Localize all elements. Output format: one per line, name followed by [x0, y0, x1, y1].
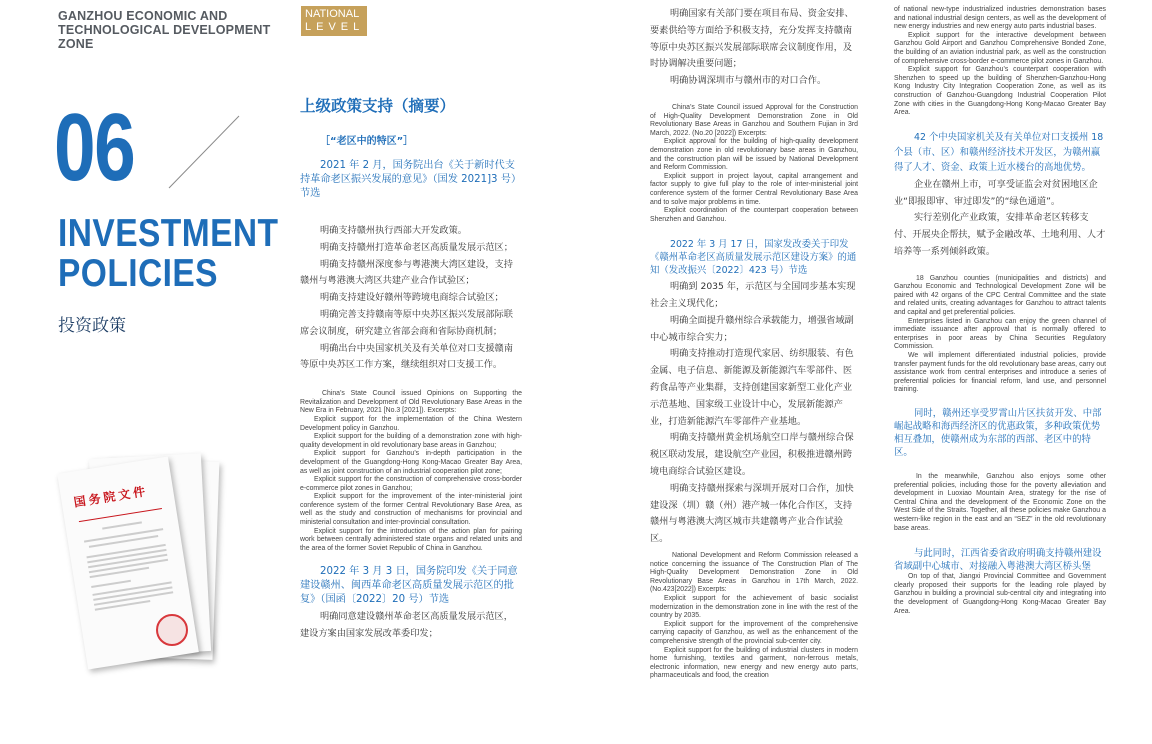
chapter-title [58, 214, 278, 294]
column-2 [300, 96, 522, 643]
chapter-title-chinese: 投资政策 [58, 316, 126, 336]
list-item: 明确同意建设赣州革命老区高质量发展示范区，建设方案由国家发展改革委印发； [300, 611, 513, 640]
zone-title-line2: TECHNOLOGICAL DEVELOPMENT ZONE [58, 23, 271, 51]
highlight-preferential-policies: 同时，赣州还享受罗霄山片区扶贫开发、中部崛起战略和海西经济区的优惠政策，多种政策优势相互叠加，使赣州成为东部的西部、老区中的特区。 [894, 408, 1102, 459]
column-3 [650, 6, 858, 681]
chapter-number: 06 [54, 94, 135, 201]
en-paragraph: Explicit support for the building of a demonstration zone with high-quality development in old revolutionary base areas in Ganzhou; [300, 433, 522, 449]
en-paragraph: In the meanwhile, Ganzhou also enjoys some other preferential policies, including those for the poverty alleviation and development in Luoxiao Mountain Area, strategy for the rise of Central China and the development of the Economic Zone on the West Side of the Straits. Together, all these policies make Ganzhou a western-like region in the east and an “SEZ” in the old revolutionary base areas. [894, 473, 1106, 532]
notice-2022-march-17-english [650, 552, 858, 681]
list-item: 明确支持赣州执行西部大开发政策。 [320, 225, 467, 236]
en-paragraph: Enterprises listed in Ganzhou can enjoy the green channel of immediate issuance after approval that is normally offered to enterprises in poor areas by China Securities Regulatory Commission. [894, 317, 1106, 351]
en-paragraph: China’s State Council issued Approval for the Construction of High-Quality Development Demonstration Zone in Old Revolutionary Base Areas in Ganzhou and Southern Fujian in 3rd March, 2022. (No.20 [2022]) Excerpts: [650, 103, 858, 137]
badge-line2: LEVEL [305, 21, 365, 33]
chapter-title-line1: INVESTMENT [58, 212, 279, 255]
en-paragraph: Explicit support for Ganzhou’s counterpart cooperation with Shenzhen to speed up the building of Shenzhen-Ganzhou-Hong Kong Industry City Integration Cooperation Zone, as well as its construction of Ganzhou-Guangdong Industrial Cooperation Pilot Zone with cities in the Guangdong-Hong Kong-Macao Greater Bay Area. [894, 66, 1106, 117]
list-item: 明确完善支持赣南等原中央苏区振兴发展部际联席会议制度，研究建立省部会商和省际协商机制； [300, 308, 513, 337]
en-paragraph: Explicit support for the building of industrial clusters in modern home furnishing, textiles and garment, non-ferrous metals, electronic information, new energy and new energy auto parts, pharmaceuticals and food, the creation [650, 646, 858, 680]
policy-items [894, 177, 1106, 261]
diagonal-divider [165, 112, 245, 192]
en-paragraph: On top of that, Jiangxi Provincial Committee and Government clearly proposed their supports for the leading role played by Ganzhou in building a provincial sub-central city and integrating into the development of Guangdong-Hong Kong-Macao Greater Bay Area. [894, 573, 1106, 615]
list-item: 明确到 2035 年，示范区与全国同步基本实现社会主义现代化； [650, 281, 856, 310]
en-paragraph: Explicit coordination of the counterpart cooperation between Shenzhen and Ganzhou. [650, 207, 858, 223]
provincial-english [894, 573, 1106, 616]
state-council-document-illustration [60, 450, 240, 680]
continued-english [894, 6, 1106, 118]
document-red-rule [79, 508, 162, 522]
national-level-badge [301, 6, 367, 36]
en-paragraph: Explicit support for the introduction of the action plan for pairing work between centrally administered state organs and related units and the area of the former Soviet Republic of China in Ganzhou. [300, 527, 522, 552]
list-item: 明确全面提升赣州综合承载能力，增强省域副中心城市综合实力； [650, 314, 854, 343]
notice-2022-march-17-items [650, 279, 858, 548]
list-item: 明确支持赣州深度参与粤港澳大湾区建设，支持赣州与粤港澳大湾区共建产业合作试验区； [300, 258, 513, 287]
list-item: 明确支持赣州探索与深圳开展对口合作，加快建设深（圳）赣（州）港产城一体化合作区，支持赣州与粤港澳大湾区城市共建赣粤产业合作试验区。 [650, 482, 854, 545]
list-item: 明确协调深圳市与赣州市的对口合作。 [670, 75, 827, 87]
official-seal-icon [156, 614, 188, 646]
list-item: 明确支持建设好赣州等跨境电商综合试验区； [320, 292, 504, 304]
en-paragraph: Explicit support for the improvement of the inter-ministerial joint conference system of the former Central Revolutionary Base Area, as well as the study and construction of mechanisms for provincial and ministerial consultation and inter-provincial consultation. [300, 493, 522, 527]
en-paragraph: National Development and Reform Commission released a notice concerning the issuance of The Construction Plan of The High-Quality Development Demonstration Zone in Old Revolutionary Base Areas in Ganzhou in 17th March, 2022. (No.423[2022]) Excerpts: [650, 552, 858, 594]
list-item: 明确出台中央国家机关及有关单位对口支援赣南等原中央苏区工作方案，继续组织对口支援工作。 [300, 342, 513, 371]
en-paragraph: We will implement differentiated industrial policies, provide transfer payment funds for the old revolutionary base areas, carry out assistance work from central enterprises and introduce a series of preferential policies for financial reform, land use, and personnel training. [894, 352, 1106, 394]
preferential-english [894, 473, 1106, 533]
en-paragraph: of national new-type industrialized industries demonstration bases and national industrial design centers, as well as the development of new energy industries and new energy auto parts industrial bases. [894, 6, 1106, 31]
en-paragraph: Explicit support for the construction of comprehensive cross-border e-commerce pilot zones in Ganzhou; [300, 476, 522, 492]
en-paragraph: Explicit approval for the building of high-quality development demonstration zone in old revolutionary base areas in Ganzhou, and the construction plan will be issued by National Development and Reform Commission. [650, 138, 858, 172]
en-paragraph: Explicit support for the interactive development between Ganzhou Gold Airport and Ganzhou Comprehensive Bonded Zone, the building of an aviation industrial park, as well as the construction of comprehensive cross-border e-commerce pilot zones in Ganzhou. [894, 31, 1106, 65]
list-item: 实行差别化产业政策，安排革命老区转移支付、开展央企帮扶，赋予金融改革、土地利用、人才培养等一系列倾斜政策。 [894, 212, 1106, 257]
column-4 [894, 6, 1106, 616]
chapter-title-line2: POLICIES [58, 252, 219, 295]
notice-2021-items [300, 223, 522, 374]
section-subtitle: ［“老区中的特区”］ [320, 136, 414, 147]
zone-title [58, 9, 298, 51]
en-paragraph: 18 Ganzhou counties (municipalities and districts) and Ganzhou Economic and Technological Development Zone will be paired with 42 organs of the CPC Central Committee and the state and related units, creating advantages for Ganzhou to attract talents and capital and get preferential policies. [894, 274, 1106, 317]
list-item: 明确国家有关部门要在项目布局、资金安排、要素供给等方面给予积极支持，充分发挥支持赣南等原中央苏区振兴发展部际联席会议制度作用，及时协调解决重要问题； [650, 8, 854, 70]
notice-2022-english [650, 104, 858, 224]
notice-2021: 2021 年 2 月，国务院出台《关于新时代支持革命老区振兴发展的意见》（国发 2021]3 号）节选 [300, 160, 522, 199]
notice-2022-march-17: 2022 年 3 月 17 日，国家发改委关于印发《赣州革命老区高质量发展示范区建设方案》的通知（发改振兴〔2022〕423 号）节选 [650, 239, 857, 277]
highlight-provincial-support: 与此同时，江西省委省政府明确支持赣州建设省域副中心城市、对接融入粤港澳大湾区桥头堡 [894, 548, 1102, 573]
en-paragraph: China’s State Council issued Opinions on Supporting the Revitalization and Development of Old Revolutionary Base Areas in the New Era in February, 2021 [No.3 [2021]). Excerpts: [300, 390, 522, 415]
zone-title-line1: GANZHOU ECONOMIC AND [58, 9, 228, 23]
badge-line1: NATIONAL [305, 8, 360, 20]
policy-english [894, 275, 1106, 395]
en-paragraph: Explicit support for the implementation of the China Western Development policy in Ganzhou. [300, 415, 522, 432]
notice-2021-english [300, 390, 522, 553]
en-paragraph: Explicit support for the achievement of basic socialist modernization in the demonstration zone in line with the rest of the country by 2035. [650, 595, 858, 620]
list-item: 明确支持赣州打造革命老区高质量发展示范区； [320, 241, 513, 253]
list-item: 明确支持推动打造现代家居、纺织服装、有色金属、电子信息、新能源及新能源汽车零部件、医药食品等产业集群，支持创建国家新型工业化产业示范基地、国家级工业设计中心，发展新能源产业，打造新能源汽车零部件产业基地。 [650, 348, 854, 427]
en-paragraph: Explicit support in project layout, capital arrangement and factor supply to give full play to the role of inter-ministerial joint conference system of the former Central Revolutionary Base Area and to solve major problems in time. [650, 172, 858, 206]
highlight-counterpart-support: 42 个中央国家机关及有关单位对口支援州 18 个县（市、区）和赣州经济技术开发区，为赣州赢得了人才、资金、政策上近水楼台的高地优势。 [894, 131, 1104, 173]
en-paragraph: Explicit support for the improvement of the comprehensive carrying capacity of Ganzhou, as well as the enhancement of the comprehensive strength of the provincial sub-center city. [650, 620, 858, 645]
section-title: 上级政策支持（摘要） [300, 97, 456, 115]
document-heading: 国务院文件 [72, 484, 150, 510]
list-item: 企业在赣州上市，可享受证监会对贫困地区企业“即报即审、审过即发”的“绿色通道”。 [894, 178, 1098, 207]
list-item: 明确支持赣州黄金机场航空口岸与赣州综合保税区联动发展，建设航空产业园，积极推进赣州跨境电商综合试验区建设。 [650, 432, 854, 478]
notice-2022-march-3: 2022 年 3 月 3 日，国务院印发《关于同意建设赣州、闽西革命老区高质量发展示范区的批复》（国函〔2022〕20 号）节选 [300, 566, 518, 606]
en-paragraph: Explicit support for Ganzhou’s in-depth participation in the development of the Guangdong-Hong Kong-Macao Greater Bay Area, as well as joint construction of an industrial cooperation pilot zone; [300, 450, 522, 475]
